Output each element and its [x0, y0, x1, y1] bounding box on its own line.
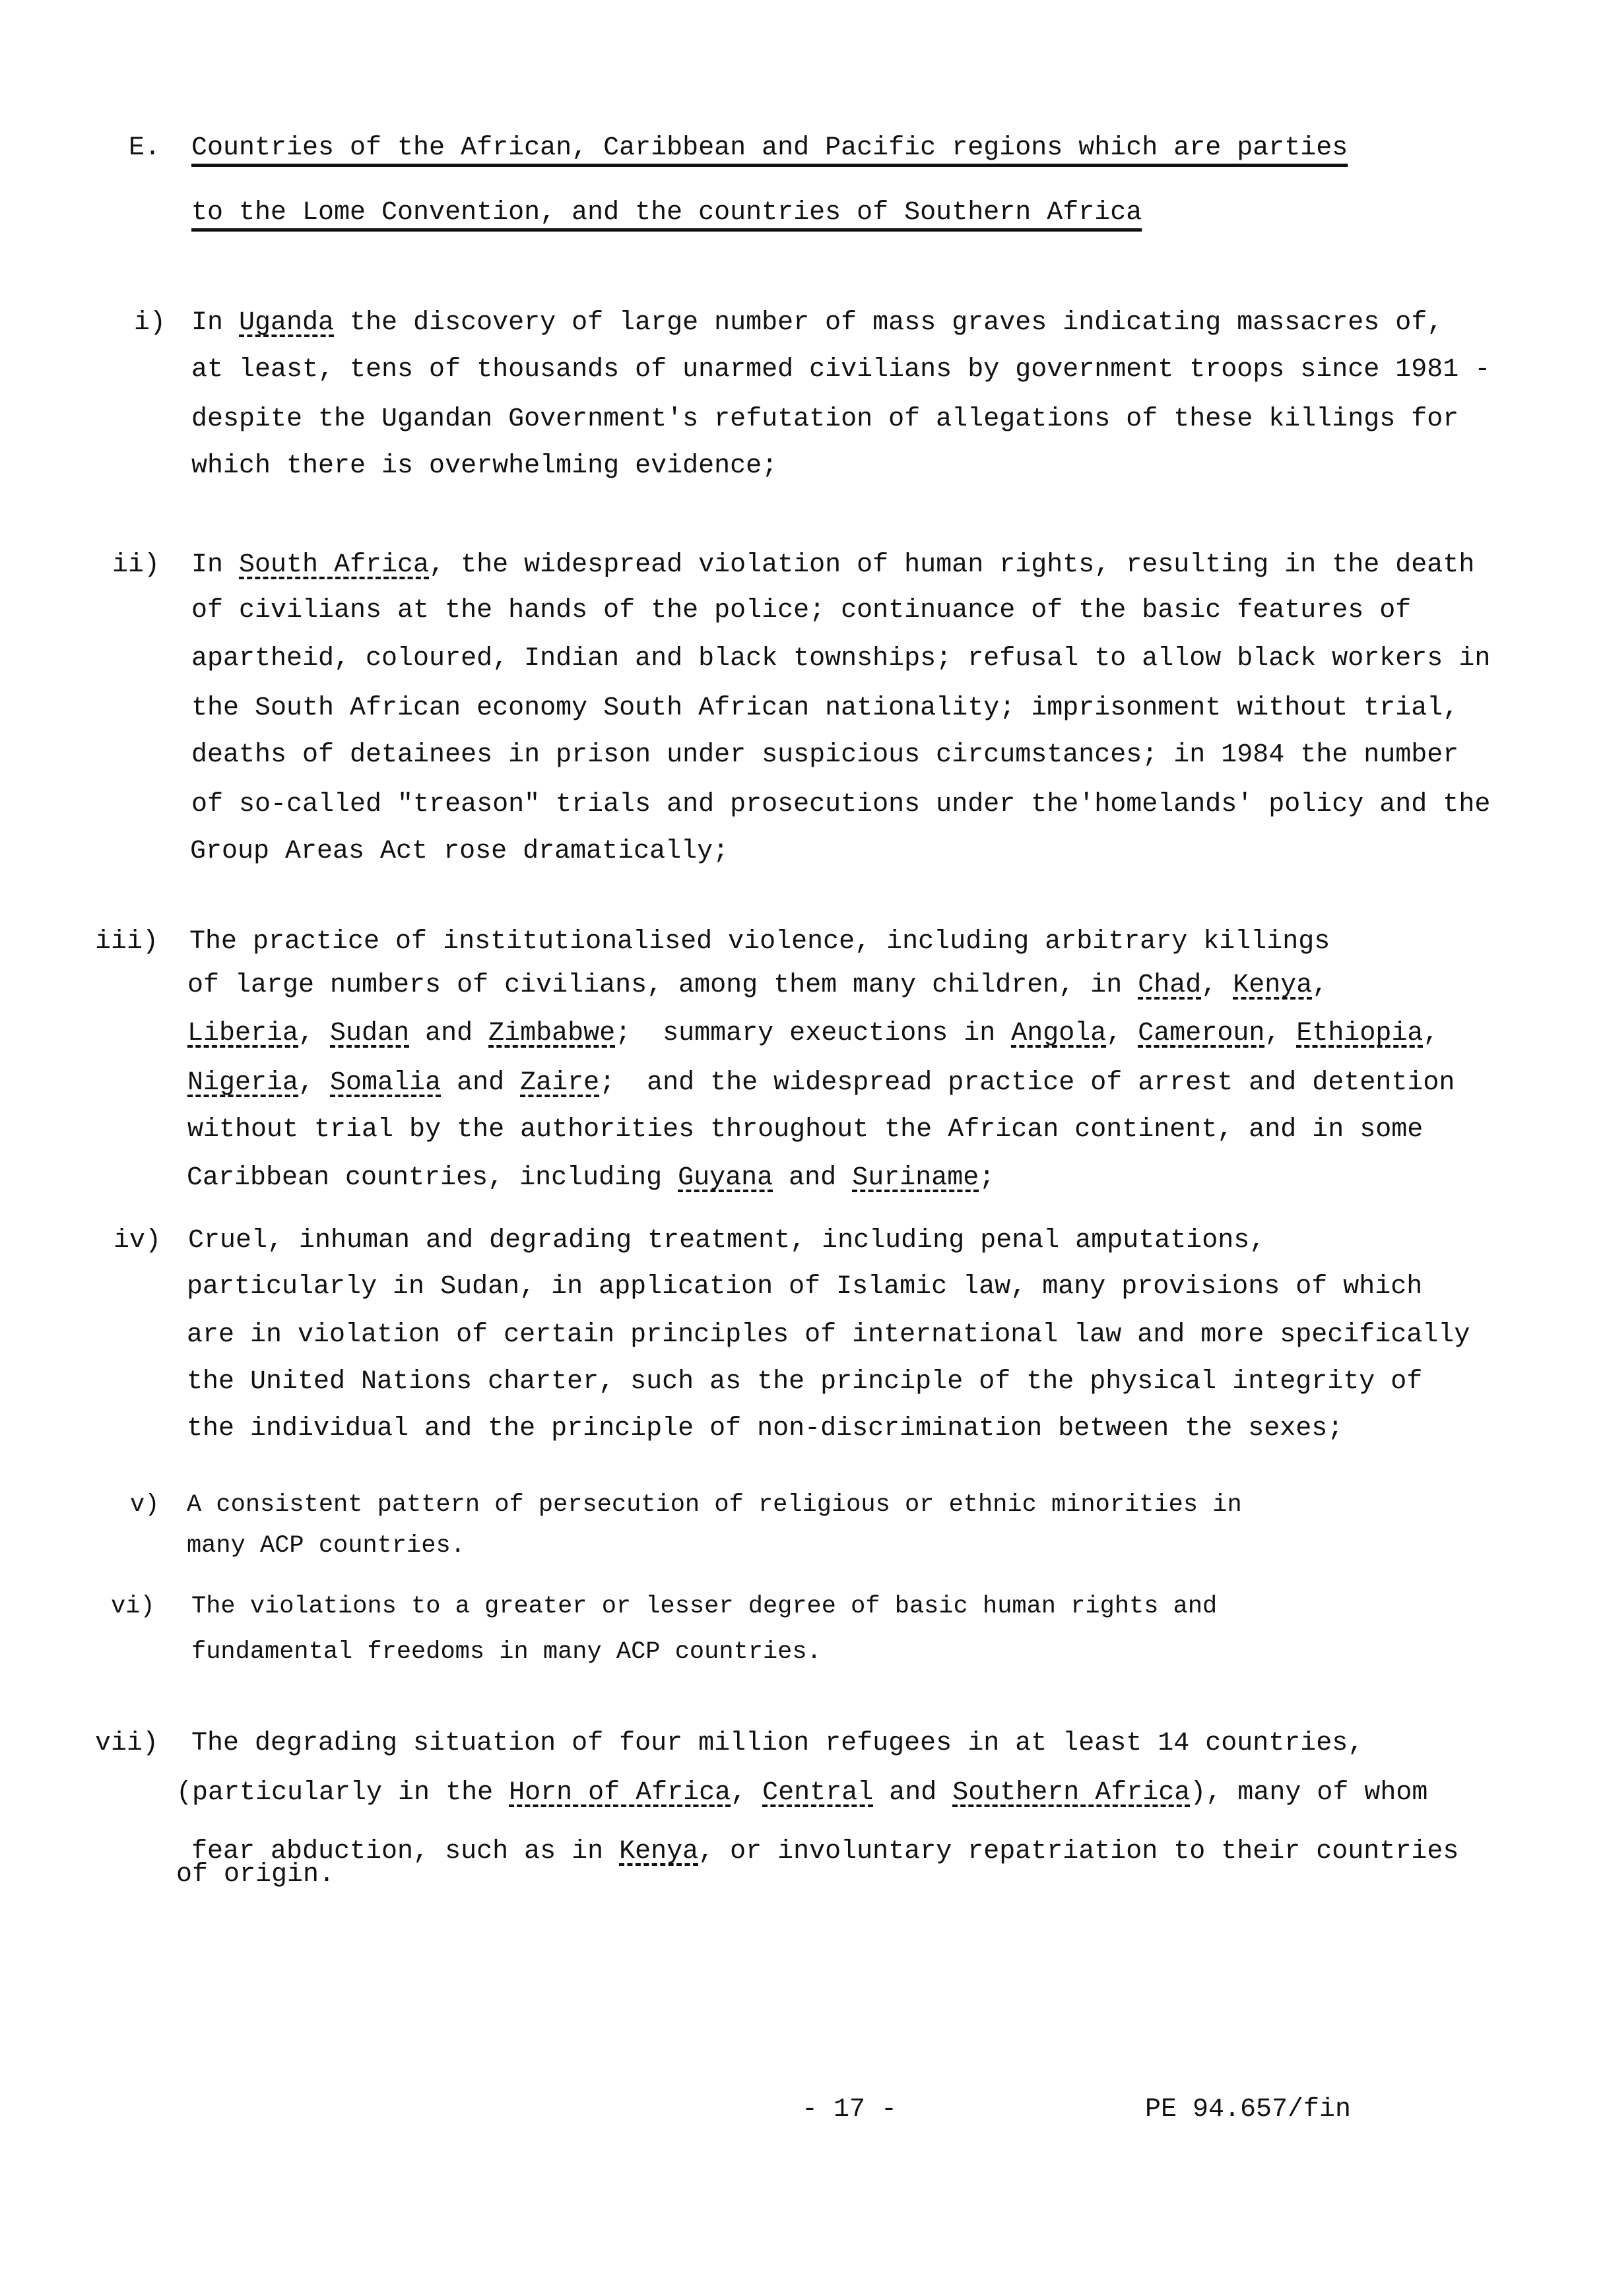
- text-segment: without trial by the authorities throughout the African continent, and in some: [187, 1115, 1424, 1145]
- item-label: v): [130, 1491, 160, 1519]
- item-text-line: [191, 1835, 1458, 1868]
- item-text-line: [187, 1366, 1422, 1399]
- text-segment: despite the Ugandan Government's refutation of allegations of these killings for: [191, 404, 1459, 434]
- item-label: ii): [112, 550, 160, 580]
- item-text-line: [187, 1488, 1242, 1521]
- item-label: iii): [95, 927, 159, 957]
- item-text-line: [191, 788, 1490, 821]
- text-segment: ), many of whom: [1190, 1778, 1428, 1808]
- text-segment: deaths of detainees in prison under suspicious circumstances; in 1984 the number: [191, 740, 1459, 770]
- text-segment: and: [873, 1778, 953, 1808]
- item-text-line: [187, 969, 1328, 1002]
- item-text-line: [187, 1067, 1455, 1100]
- text-segment: apartheid, coloured, Indian and black townships; refusal to allow black workers in: [191, 644, 1491, 674]
- text-segment: the United Nations charter, such as the principle of the physical integrity of: [187, 1367, 1423, 1397]
- item-text-line: [191, 739, 1458, 772]
- item-text-line: [187, 1114, 1423, 1147]
- text-segment: particularly in Sudan, in application of Islamic law, many provisions of which: [187, 1272, 1423, 1302]
- text-segment: Caribbean countries, including: [187, 1163, 678, 1193]
- section-title-line: [191, 132, 1348, 165]
- country-name: Kenya: [619, 1837, 699, 1866]
- country-name: Southern Africa: [952, 1778, 1191, 1808]
- text-segment: The degrading situation of four million refugees in at least 14 countries,: [191, 1729, 1364, 1758]
- country-name: Angola: [1011, 1019, 1107, 1048]
- document-reference: PE 94.657/fin: [1145, 2095, 1352, 2124]
- text-segment: many ACP countries.: [187, 1532, 465, 1560]
- text-segment: the discovery of large number of mass graves indicating massacres of,: [334, 308, 1443, 338]
- section-title-text: Countries of the African, Caribbean and Pacific regions which are parties: [191, 133, 1348, 163]
- text-segment: , or involuntary repatriation to their countries: [698, 1837, 1459, 1866]
- country-name: Kenya: [1233, 971, 1313, 1000]
- text-segment: Group Areas Act rose dramatically;: [190, 837, 729, 866]
- item-text-line: [191, 1636, 822, 1669]
- item-text-line: [188, 1225, 1265, 1258]
- text-segment: of civilians at the hands of the police; continuance of the basic features of: [191, 596, 1412, 625]
- country-name: Central: [762, 1778, 874, 1808]
- text-segment: ,: [1106, 1019, 1138, 1048]
- country-name: Zimbabwe: [488, 1019, 616, 1048]
- item-text-line: [191, 403, 1458, 436]
- item-label: vii): [95, 1729, 159, 1758]
- text-segment: of so-called "treason" trials and prosecutions under the'homelands' policy and the: [191, 790, 1491, 819]
- country-name: Sudan: [330, 1019, 410, 1048]
- text-segment: of origin.: [176, 1860, 335, 1890]
- country-name: Suriname: [852, 1163, 979, 1193]
- item-text-line: [191, 692, 1458, 725]
- text-segment: fundamental freedoms in many ACP countries.: [191, 1638, 822, 1666]
- text-segment: , the widespread violation of human rights, resulting in the death: [429, 550, 1475, 580]
- section-label: E.: [129, 133, 161, 163]
- country-name: Nigeria: [187, 1068, 299, 1098]
- text-segment: fear abduction, such as in: [191, 1837, 620, 1866]
- text-segment: The practice of institutionalised violence, including arbitrary killings: [189, 927, 1330, 957]
- text-segment: the individual and the principle of non-discrimination between the sexes;: [187, 1414, 1344, 1444]
- text-segment: ,: [298, 1019, 331, 1048]
- text-segment: are in violation of certain principles of international law and more specifically: [187, 1320, 1470, 1350]
- text-segment: The violations to a greater or lesser degree of basic human rights and: [191, 1593, 1218, 1620]
- text-segment: ,: [1264, 1019, 1297, 1048]
- item-text-line: [191, 549, 1474, 582]
- item-text-line: [191, 1727, 1363, 1760]
- section-title-text: to the Lome Convention, and the countries of Southern Africa: [191, 198, 1142, 228]
- country-name: Chad: [1138, 971, 1202, 1000]
- item-text-line: [187, 1017, 1439, 1050]
- country-name: Cameroun: [1138, 1019, 1265, 1048]
- item-text-line: [187, 1529, 465, 1562]
- item-text-line: [191, 1590, 1217, 1623]
- item-text-line: [187, 1162, 995, 1195]
- item-label: i): [134, 308, 166, 338]
- item-text-line: [187, 1319, 1470, 1352]
- text-segment: ;: [979, 1163, 995, 1193]
- item-text-line: [191, 643, 1490, 676]
- text-segment: and: [773, 1163, 853, 1193]
- item-text-line: [190, 835, 729, 868]
- item-text-line: [176, 1859, 335, 1892]
- text-segment: ; and the widespread practice of arrest and detention: [599, 1068, 1455, 1098]
- text-segment: and: [409, 1019, 489, 1048]
- item-text-line: [176, 1777, 1427, 1810]
- country-name: Uganda: [239, 308, 335, 338]
- country-name: Somalia: [330, 1068, 442, 1098]
- country-name: Ethiopia: [1296, 1019, 1424, 1048]
- country-name: Liberia: [187, 1019, 299, 1048]
- item-text-line: [191, 594, 1411, 627]
- item-text-line: [191, 354, 1490, 387]
- text-segment: ,: [1201, 971, 1233, 1000]
- item-text-line: [187, 1413, 1343, 1446]
- item-text-line: [191, 307, 1443, 340]
- country-name: Guyana: [678, 1163, 773, 1193]
- text-segment: ,: [731, 1778, 763, 1808]
- text-segment: (particularly in the: [176, 1778, 509, 1808]
- text-segment: the South African economy South African nationality; imprisonment without trial,: [191, 693, 1459, 723]
- item-text-line: [189, 926, 1330, 959]
- text-segment: In: [191, 308, 240, 338]
- text-segment: A consistent pattern of persecution of religious or ethnic minorities in: [187, 1491, 1242, 1519]
- text-segment: of large numbers of civilians, among them many children, in: [187, 971, 1138, 1000]
- page-number: - 17 -: [802, 2095, 898, 2124]
- item-text-line: [187, 1271, 1422, 1304]
- text-segment: and: [441, 1068, 521, 1098]
- text-segment: ,: [1423, 1019, 1439, 1048]
- item-label: iv): [114, 1226, 162, 1256]
- text-segment: Cruel, inhuman and degrading treatment, including penal amputations,: [188, 1226, 1266, 1256]
- country-name: Horn of Africa: [509, 1778, 731, 1808]
- text-segment: at least, tens of thousands of unarmed civilians by government troops since 1981 -: [191, 355, 1491, 385]
- text-segment: ,: [1312, 971, 1328, 1000]
- item-label: vi): [111, 1593, 155, 1620]
- country-name: South Africa: [239, 550, 430, 580]
- text-segment: which there is overwhelming evidence;: [191, 451, 778, 481]
- text-segment: ; summary exeuctions in: [615, 1019, 1012, 1048]
- text-segment: ,: [298, 1068, 331, 1098]
- item-text-line: [191, 450, 777, 483]
- country-name: Zaire: [520, 1068, 600, 1098]
- text-segment: In: [191, 550, 240, 580]
- section-title-line: [191, 197, 1142, 230]
